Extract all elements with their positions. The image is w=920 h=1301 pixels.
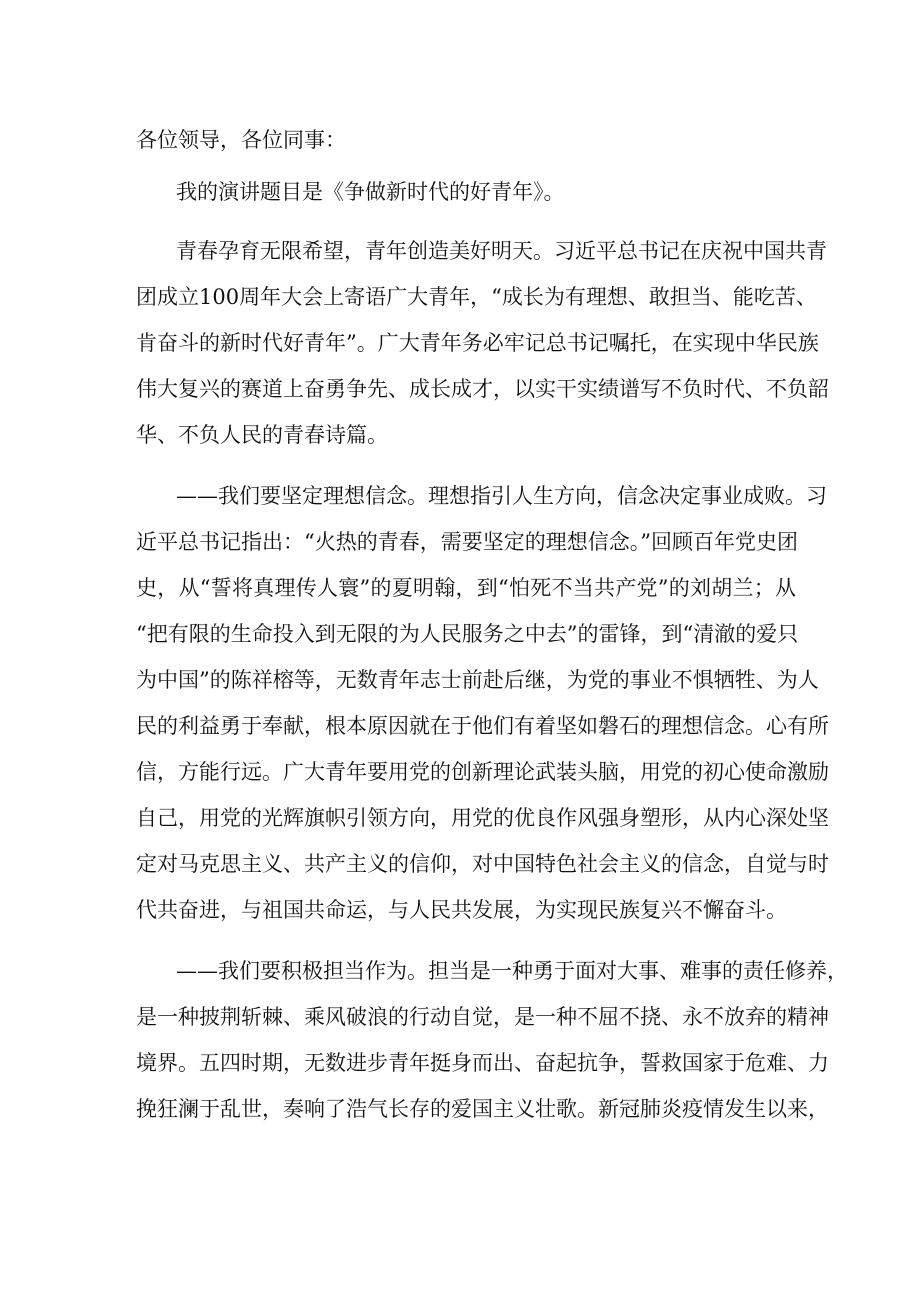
paragraph-line: ——我们要坚定理想信念。理想指引人生方向，信念决定事业成败。习 (176, 484, 827, 508)
paragraph-line: 为中国”的陈祥榕等，无数青年志士前赴后继，为党的事业不惧牺牲、为人 (136, 668, 819, 692)
paragraph-line: “把有限的生命投入到无限的为人民服务之中去”的雷锋，到“清澈的爱只 (136, 622, 799, 646)
paragraph-line: 团成立100周年大会上寄语广大青年，“成长为有理想、敢担当、能吃苦、 (136, 285, 817, 309)
paragraph-line: 信，方能行远。广大青年要用党的创新理论武装头脑，用党的初心使命激励 (136, 760, 829, 784)
paragraph-line: 肯奋斗的新时代好青年”。广大青年务必牢记总书记嘱托，在实现中华民族 (136, 331, 819, 355)
paragraph-line: 史，从“誓将真理传人寰”的夏明翰，到“怕死不当共产党”的刘胡兰；从 (136, 576, 796, 600)
paragraph-line: ——我们要积极担当作为。担当是一种勇于面对大事、难事的责任修养， (176, 959, 848, 983)
paragraph-line: 伟大复兴的赛道上奋勇争先、成长成才，以实干实绩谱写不负时代、不负韶 (136, 377, 829, 401)
paragraph-line: 境界。五四时期，无数进步青年挺身而出、奋起抗争，誓救国家于危难、力 (136, 1051, 829, 1075)
paragraph-line: 代共奋进，与祖国共命运，与人民共发展，为实现民族复兴不懈奋斗。 (136, 898, 787, 922)
paragraph-line: 定对马克思主义、共产主义的信仰，对中国特色社会主义的信念，自觉与时 (136, 852, 829, 876)
greeting-line: 各位领导，各位同事： (136, 128, 346, 152)
speech-topic-line: 我的演讲题目是《争做新时代的好青年》。 (176, 180, 565, 204)
paragraph-line: 近平总书记指出：“火热的青春，需要坚定的理想信念。”回顾百年党史团 (136, 530, 798, 554)
paragraph-line: 是一种披荆斩棘、乘风破浪的行动自觉，是一种不屈不挠、永不放弃的精神 (136, 1005, 829, 1029)
paragraph-line: 民的利益勇于奉献，根本原因就在于他们有着坚如磐石的理想信念。心有所 (136, 714, 829, 738)
paragraph-line: 青春孕育无限希望，青年创造美好明天。习近平总书记在庆祝中国共青 (176, 239, 827, 263)
paragraph-line: 自己，用党的光辉旗帜引领方向，用党的优良作风强身塑形，从内心深处坚 (136, 806, 829, 830)
paragraph-line: 华、不负人民的青春诗篇。 (136, 423, 388, 447)
paragraph-line: 挽狂澜于乱世，奏响了浩气长存的爱国主义壮歌。新冠肺炎疫情发生以来， (136, 1097, 829, 1121)
